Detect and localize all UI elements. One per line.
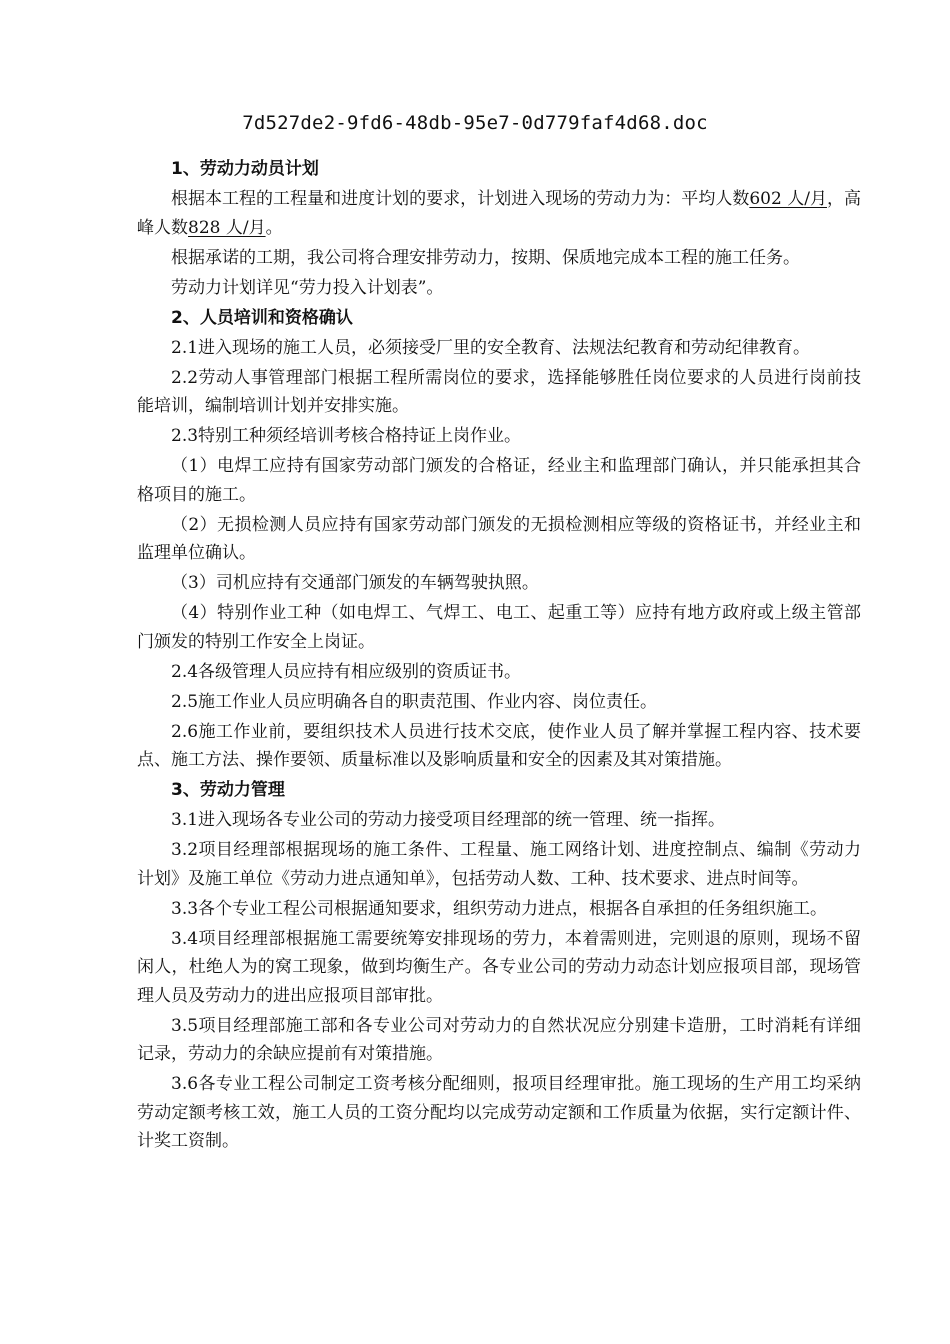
paragraph: 2.5施工作业人员应明确各自的职责范围、作业内容、岗位责任。 bbox=[171, 691, 658, 712]
paragraph: （3）司机应持有交通部门颁发的车辆驾驶执照。 bbox=[171, 573, 539, 593]
section-heading-1: 1、劳动力动员计划 bbox=[171, 159, 319, 179]
paragraph: 3.5项目经理部施工部和各专业公司对劳动力的自然状况应分别建卡造册，工时消耗有详细记录，劳动力的余缺应提前有对策措施。 bbox=[137, 1015, 861, 1064]
paragraph: 2.3特别工种须经培训考核合格持证上岗作业。 bbox=[171, 426, 522, 446]
section-heading-2: 2、人员培训和资格确认 bbox=[171, 307, 353, 328]
paragraph-text: ，高峰人数 bbox=[137, 189, 861, 238]
paragraph: 3.1进入现场各专业公司的劳动力接受项目经理部的统一管理、统一指挥。 bbox=[171, 810, 726, 830]
paragraph-labor-plan bbox=[137, 185, 861, 242]
paragraph: （4）特别作业工种（如电焊工、气焊工、电工、起重工等）应持有地方政府或上级主管部门颁发的特别工作安全上岗证。 bbox=[137, 603, 861, 652]
paragraph-text: 根据本工程的工程量和进度计划的要求，计划进入现场的劳动力为：平均人数 bbox=[171, 189, 750, 209]
paragraph: 3.6各专业工程公司制定工资考核分配细则，报项目经理审批。施工现场的生产用工均采纳劳动定额考核工效，施工人员的工资分配均以完成劳动定额和工作质量为依据，实行定额计件、计奖工资制。 bbox=[137, 1074, 861, 1151]
paragraph: 2.4各级管理人员应持有相应级别的资质证书。 bbox=[171, 661, 522, 682]
paragraph: 2.6施工作业前，要组织技术人员进行技术交底，使作业人员了解并掌握工程内容、技术要点、施工方法、操作要领、质量标准以及影响质量和安全的因素及其对策措施。 bbox=[137, 721, 861, 770]
average-labor-value: 602 人/月 bbox=[749, 189, 827, 209]
document-filename: 7d527de2-9fd6-48db-95e7-0d779faf4d68.doc bbox=[242, 112, 708, 134]
paragraph: 3.4项目经理部根据施工需要统筹安排现场的劳力，本着需则进，完则退的原则，现场不留闲人，杜绝人为的窝工现象，做到均衡生产。各专业公司的劳动力动态计划应报项目部，现场管理人员及劳动力的进出应报项目部审批。 bbox=[137, 928, 861, 1006]
paragraph: （2）无损检测人员应持有国家劳动部门颁发的无损检测相应等级的资格证书，并经业主和监理单位确认。 bbox=[137, 514, 861, 563]
paragraph: 2.1进入现场的施工人员，必须接受厂里的安全教育、法规法纪教育和劳动纪律教育。 bbox=[171, 337, 811, 358]
document-body bbox=[137, 155, 861, 1157]
paragraph: （1）电焊工应持有国家劳动部门颁发的合格证，经业主和监理部门确认，并只能承担其合格项目的施工。 bbox=[137, 456, 861, 505]
paragraph: 3.2项目经理部根据现场的施工条件、工程量、施工网络计划、进度控制点、编制《劳动力计划》及施工单位《劳动力进点通知单》，包括劳动人数、工种、技术要求、进点时间等。 bbox=[137, 840, 861, 889]
paragraph: 根据承诺的工期，我公司将合理安排劳动力，按期、保质地完成本工程的施工任务。 bbox=[171, 247, 800, 268]
paragraph: 2.2劳动人事管理部门根据工程所需岗位的要求，选择能够胜任岗位要求的人员进行岗前技能培训，编制培训计划并安排实施。 bbox=[137, 367, 861, 416]
paragraph-text: 。 bbox=[265, 217, 283, 238]
paragraph: 劳动力计划详见“劳力投入计划表”。 bbox=[171, 277, 444, 298]
section-heading-3: 3、劳动力管理 bbox=[171, 780, 285, 800]
paragraph: 3.3各个专业工程公司根据通知要求，组织劳动力进点，根据各自承担的任务组织施工。 bbox=[171, 898, 828, 919]
peak-labor-value: 828 人/月 bbox=[188, 217, 266, 238]
